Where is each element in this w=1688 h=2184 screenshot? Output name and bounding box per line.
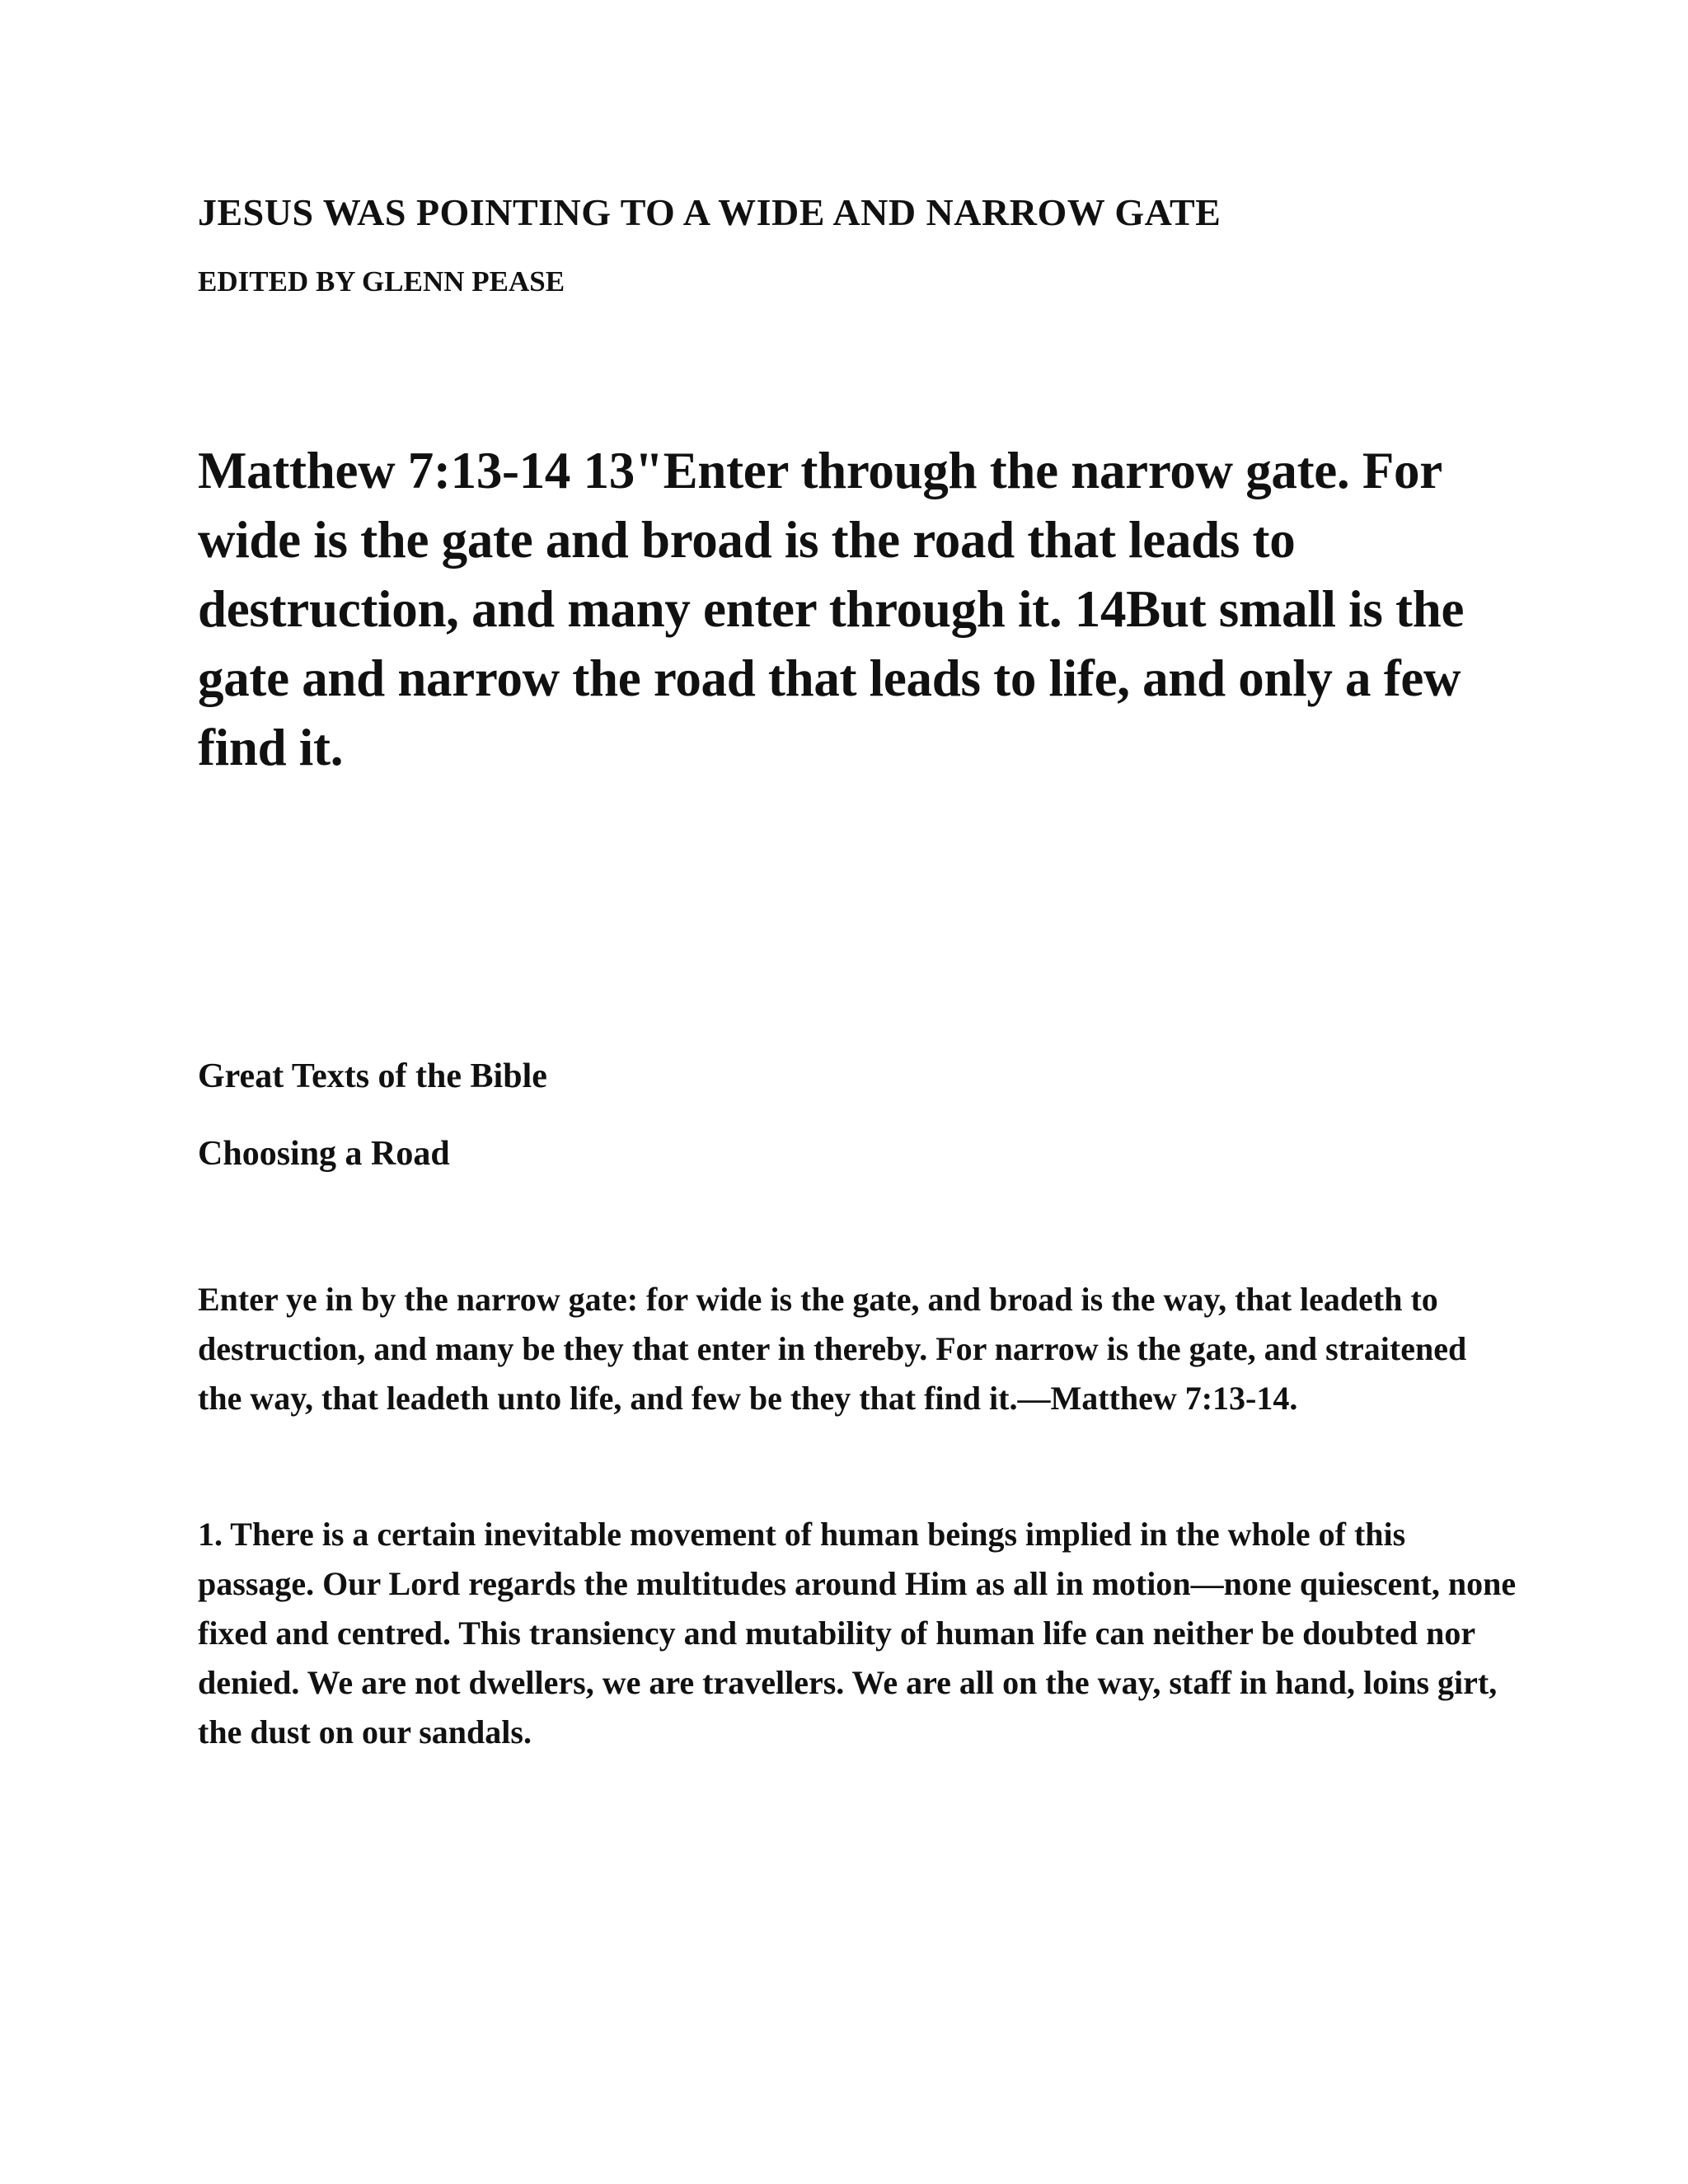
- series-title: Great Texts of the Bible: [198, 1057, 547, 1095]
- section-heading: Choosing a Road: [198, 1135, 450, 1173]
- document-content: [198, 190, 1517, 1757]
- scripture-passage: Matthew 7:13-14 13"Enter through the narrow gate. For wide is the gate and broad is the road that leads to destruction, and many enter through it. 14But small is the gate and narrow the road that leads to life, and only a few find it.: [198, 442, 1465, 776]
- paragraph-point-one: 1. There is a certain inevitable movement of human beings implied in the whole of this passage. Our Lord regards the multitudes around Him as all in motion—none quiescent, none fixed and centred. This transiency and mutability of human life can neither be doubted nor denied. We are not dwellers, we are travellers. We are all on the way, staff in hand, loins girt, the dust on our sandals.: [198, 1516, 1517, 1750]
- editor-credit: EDITED BY GLENN PEASE: [198, 265, 565, 298]
- document-title: JESUS WAS POINTING TO A WIDE AND NARROW GATE: [198, 191, 1221, 233]
- paragraph-verse-quote: Enter ye in by the narrow gate: for wide is the gate, and broad is the way, that leadeth to destruction, and many be they that enter in thereby. For narrow is the gate, and straitened the way, that leadeth unto life, and few be they that find it.—Matthew 7:13-14.: [198, 1281, 1467, 1417]
